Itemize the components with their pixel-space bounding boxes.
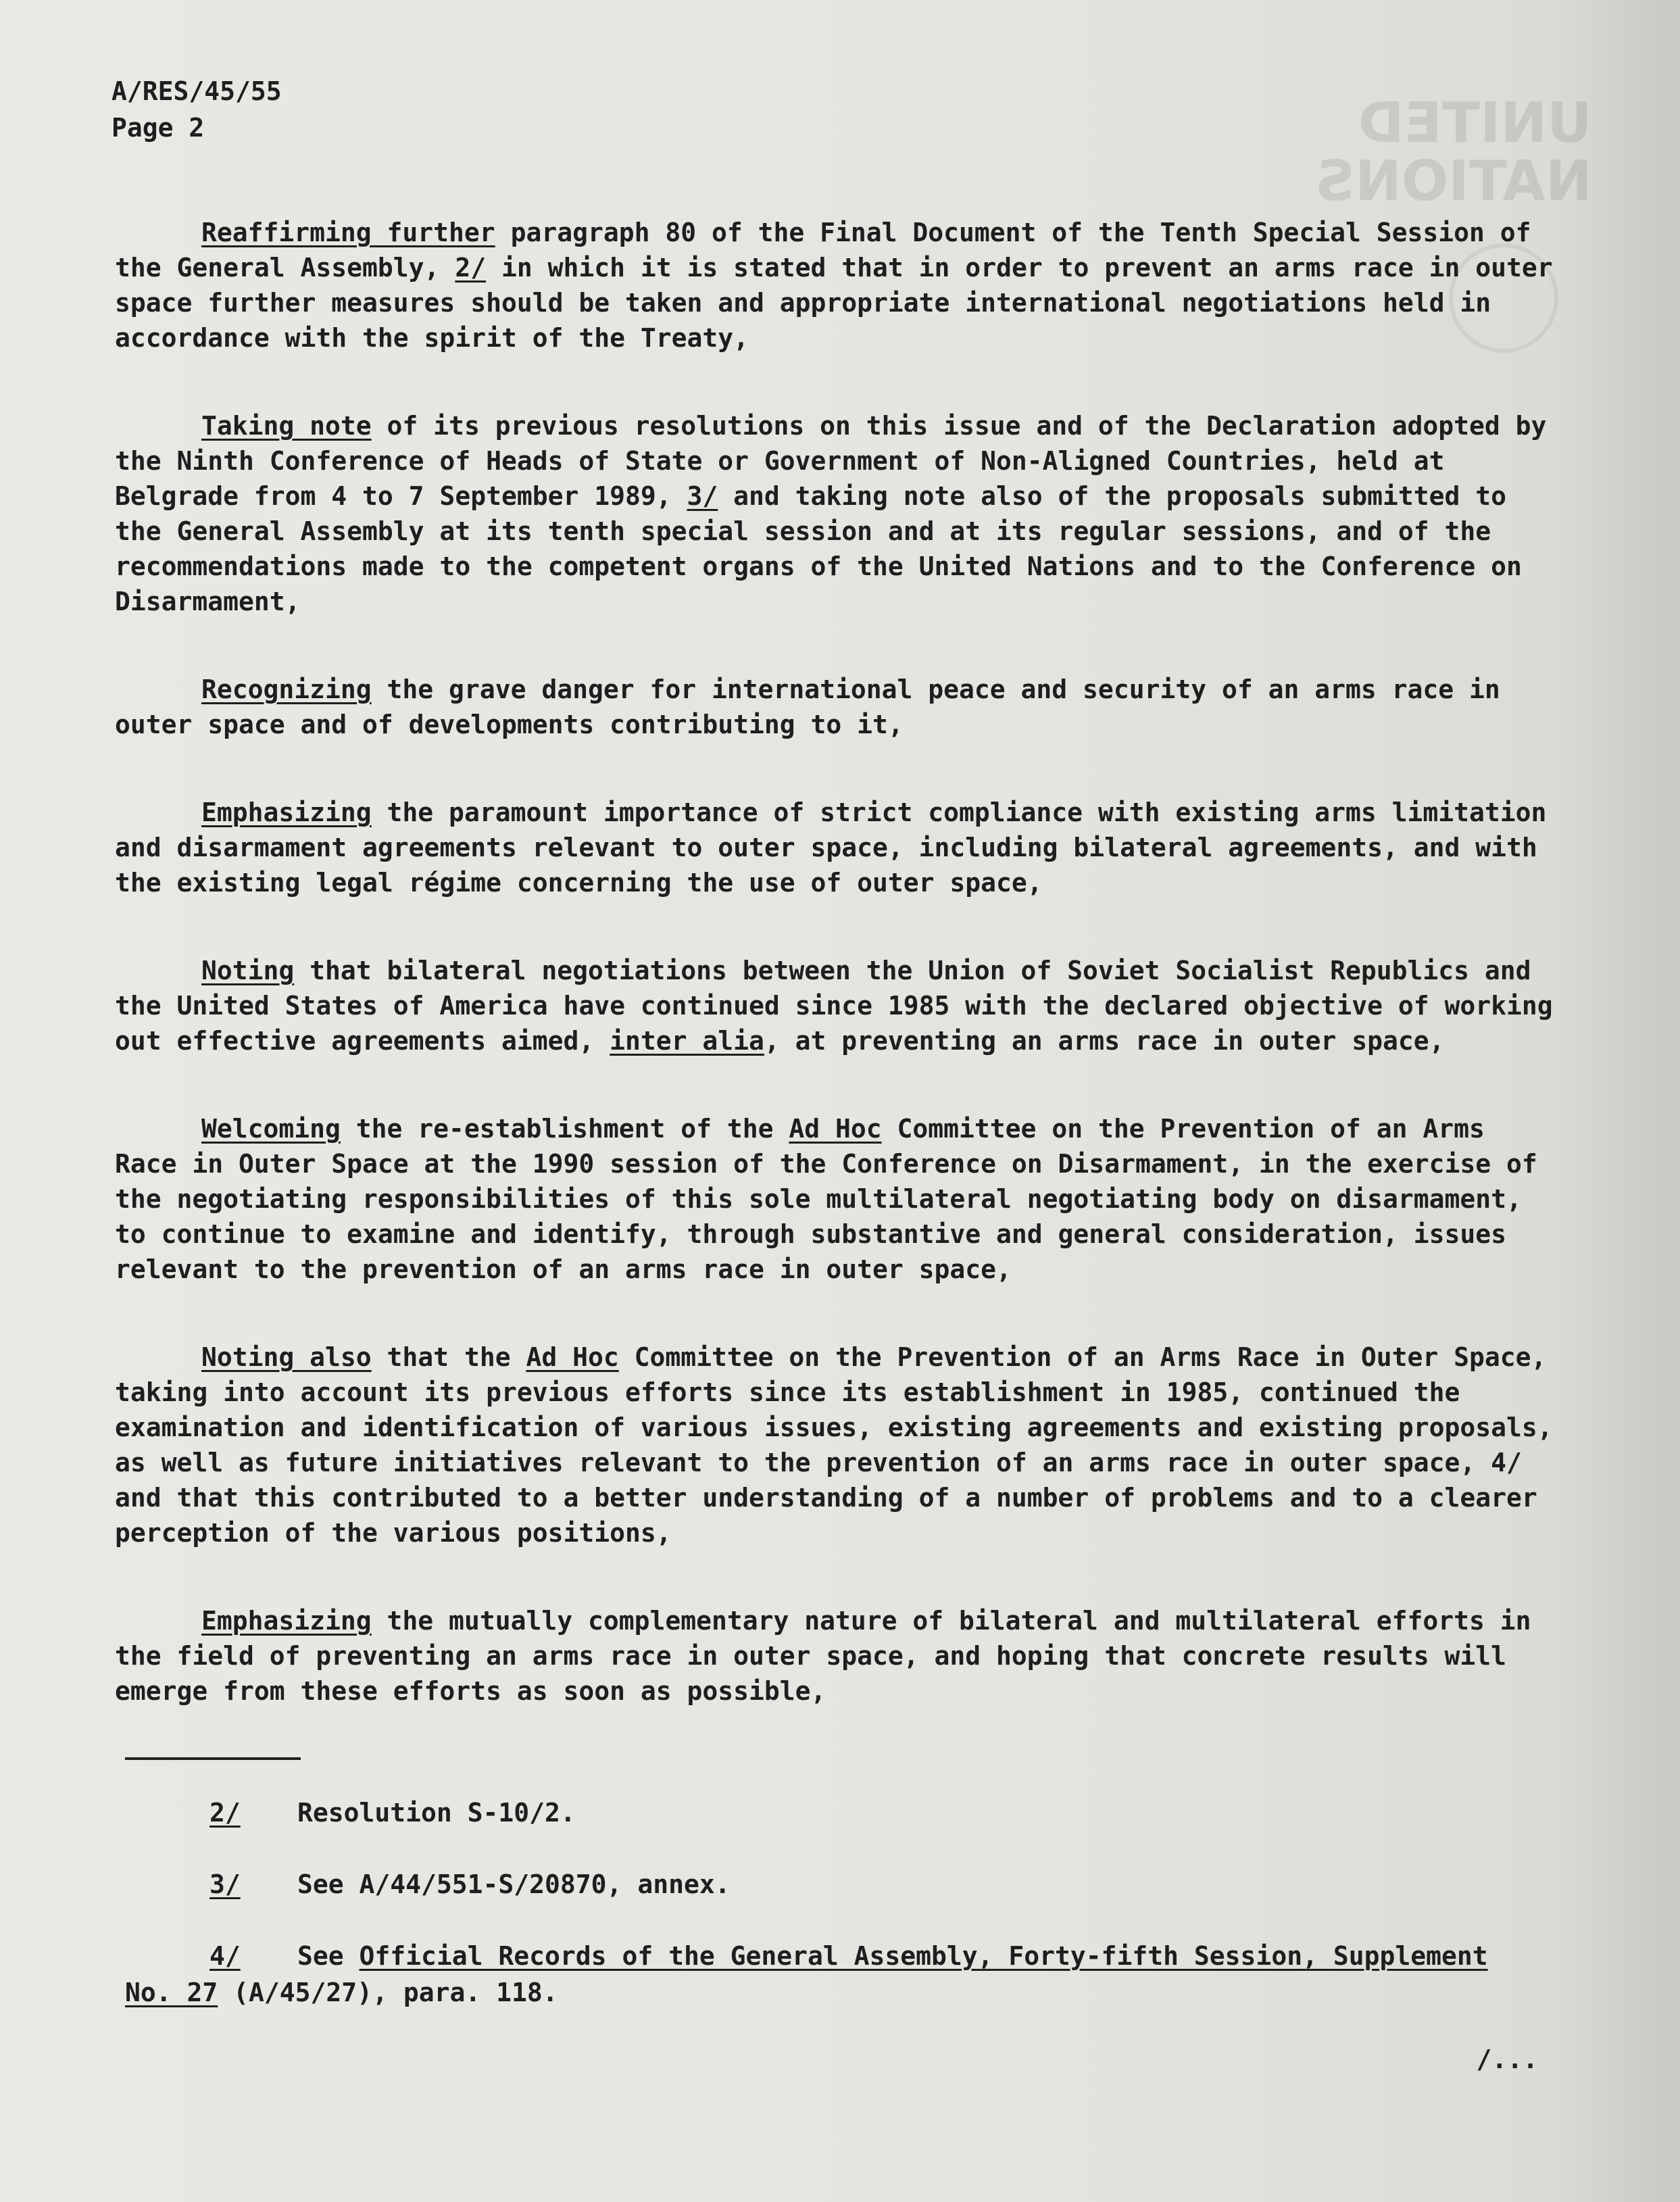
continuation-marker: /... — [1476, 2045, 1538, 2074]
document-symbol: A/RES/45/55 — [112, 76, 282, 106]
paragraph-emphasizing-complementary: Emphasizing the mutually complementary nature of bilateral and multilateral efforts in the field of preventing an arms race in outer space, and hoping that concrete results will emerge from these efforts as soon as possible, — [115, 1606, 1531, 1706]
footnote-4: 4/ See Official Records of the General Assembly, Forty-fifth Session, Supplement No. 27 (A/45/27), para. 118. — [125, 1941, 1488, 2007]
paragraph-welcoming: Welcoming the re-establishment of the Ad Hoc Committee on the Prevention of an Arms Race in Outer Space at the 1990 session of the Conference on Disarmament, in the exercise of the negotiating responsibilities of this sole multilateral negotiating body on disarmament, to continue to examine and identify, through substantive and general consideration, issues relevant to the prevention of an arms race in outer space, — [115, 1114, 1537, 1284]
paragraph-recognizing: Recognizing the grave danger for international peace and security of an arms race in outer space and of developments contributing to it, — [115, 675, 1500, 739]
paragraph-emphasizing-compliance: Emphasizing the paramount importance of strict compliance with existing arms limitation and disarmament agreements relevant to outer space, including bilateral agreements, and with the existing legal régime concerning the use of outer space, — [115, 798, 1547, 898]
footnote-3: 3/ See A/44/551-S/20870, annex. — [209, 1869, 731, 1899]
paragraph-noting-also: Noting also that the Ad Hoc Committee on the Prevention of an Arms Race in Outer Space, taking into account its previous efforts since its establishment in 1985, continued the examination and identification of various issues, existing agreements and existing proposals, as well as future initiatives relevant to the prevention of an arms race in outer space, 4/ and that this contributed to a better understanding of a number of problems and to a clearer perception of the various positions, — [115, 1342, 1553, 1548]
paragraph-taking-note: Taking note of its previous resolutions on this issue and of the Declaration adopted by the Ninth Conference of Heads of State or Government of Non-Aligned Countries, held at Belgrade from 4 to 7 September 1989, 3/ and taking note also of the proposals submitted to the General Assembly at its tenth special session and at its regular sessions, and of the recommendations made to the competent organs of the United Nations and to the Conference on Disarmament, — [115, 411, 1547, 616]
footnote-separator — [125, 1757, 301, 1760]
paragraph-noting-bilateral: Noting that bilateral negotiations between the Union of Soviet Socialist Republics and the United States of America have continued since 1985 with the declared objective of working out effective agreements aimed, inter alia, at preventing an arms race in outer space, — [115, 956, 1553, 1056]
paragraph-reaffirming: Reaffirming further paragraph 80 of the Final Document of the Tenth Special Session of the General Assembly, 2/ in which it is stated that in order to prevent an arms race in outer space further measures should be taken and appropriate international negotiations held in accordance with the spirit of the Treaty, — [115, 218, 1553, 353]
footnotes — [125, 1794, 1544, 2046]
page-number: Page 2 — [112, 113, 205, 143]
document-header — [112, 73, 282, 146]
preamble-body — [115, 215, 1554, 1761]
bleed-through-letterhead: UNITED NATIONS — [1315, 91, 1592, 214]
footnote-2: 2/ Resolution S-10/2. — [209, 1798, 576, 1828]
